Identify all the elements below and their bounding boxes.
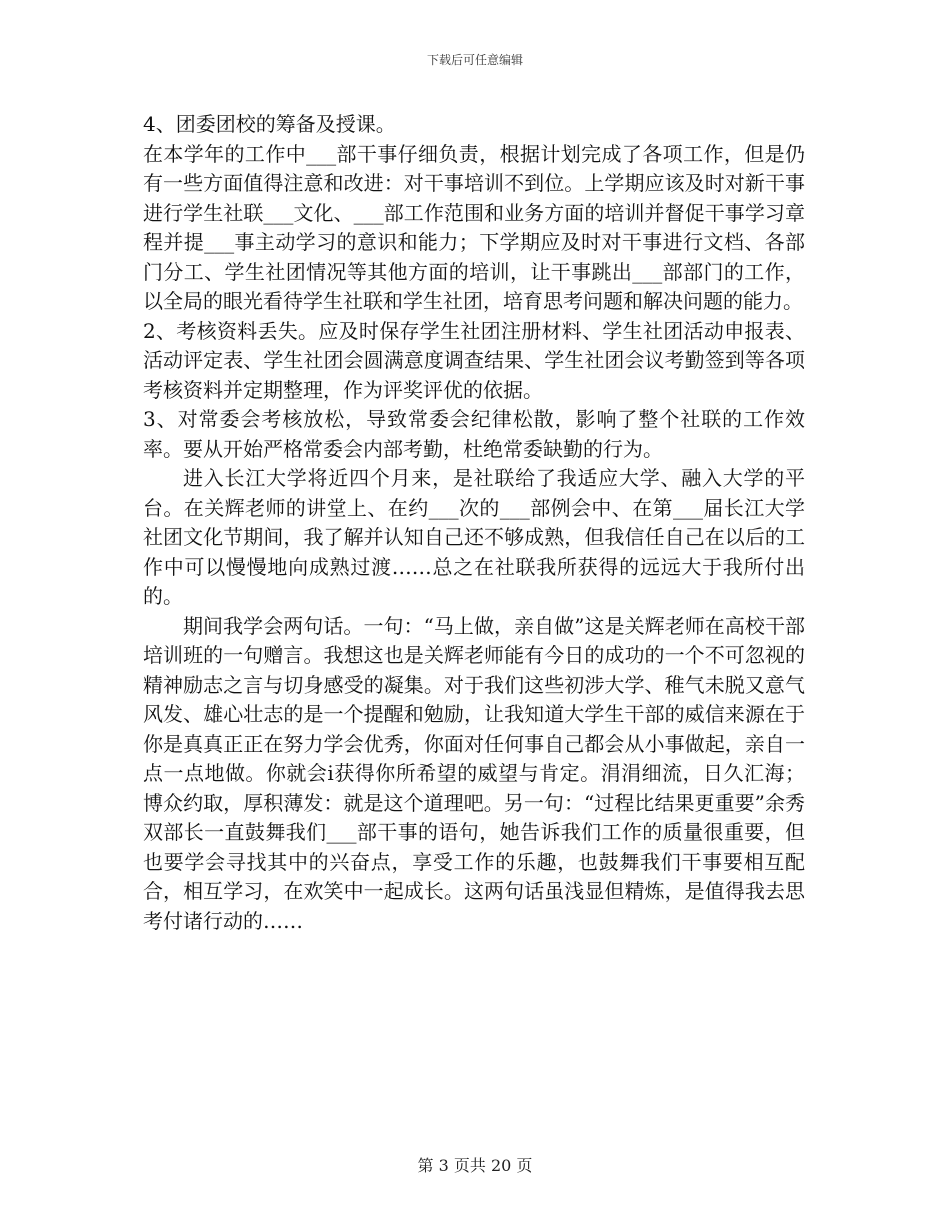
paragraph-reflection: 进入长江大学将近四个月来，是社联给了我适应大学、融入大学的平台。在关辉老师的讲堂上、在约___次的___部例会中、在第___届长江大学社团文化节期间，我了解并认知自己还不够成熟，但我信任自己在以后的工作中可以慢慢地向成熟过渡……总之在社联我所获得的远远大于我所付出的。 <box>143 466 805 608</box>
paragraph-item-4: 4、团委团校的筹备及授课。 <box>143 112 396 136</box>
page-footer: 第 3 页共 20 页 <box>417 1156 533 1175</box>
paragraph-item-3: 3、对常委会考核放松，导致常委会纪律松散，影响了整个社联的工作效率。要从开始严格常委会内部考勤，杜绝常委缺勤的行为。 <box>143 407 805 461</box>
paragraph-two-sayings: 期间我学会两句话。一句：“马上做，亲自做”这是关辉老师在高校干部培训班的一句赠言。我想这也是关辉老师能有今日的成功的一个不可忽视的精神励志之言与切身感受的凝集。对于我们这些初涉大学、稚气未脱又意气风发、雄心壮志的是一个提醒和勉励，让我知道大学生干部的威信来源在于你是真真正正在努力学会优秀，你面对任何事自己都会从小事做起，亲自一点一点地做。你就会i获得你所希望的威望与肯定。涓涓细流，日久汇海；博众约取，厚积薄发：就是这个道理吧。另一句：“过程比结果更重要”余秀双部长一直鼓舞我们___部干事的语句，她告诉我们工作的质量很重要，但也要学会寻找其中的兴奋点，享受工作的乐趣，也鼓舞我们干事要相互配合，相互学习，在欢笑中一起成长。这两句话虽浅显但精炼，是值得我去思考付诸行动的…… <box>143 613 805 933</box>
paragraph-evaluation: 在本学年的工作中___部干事仔细负责，根据计划完成了各项工作，但是仍有一些方面值得注意和改进：对干事培训不到位。上学期应该及时对新干事进行学生社联___文化、___部工作范围和业务方面的培训并督促干事学习章程并提___事主动学习的意识和能力；下学期应及时对干事进行文档、各部门分工、学生社团情况等其他方面的培训，让干事跳出___部部门的工作，以全局的眼光看待学生社联和学生社团，培育思考问题和解决问题的能力。 <box>143 141 805 313</box>
document-body <box>143 110 805 936</box>
page-header: 下载后可任意编辑 <box>426 53 523 67</box>
paragraph-item-2: 2、考核资料丢失。应及时保存学生社团注册材料、学生社团活动申报表、活动评定表、学生社团会圆满意度调查结果、学生社团会议考勤签到等各项考核资料并定期整理，作为评奖评优的依据。 <box>143 318 805 402</box>
